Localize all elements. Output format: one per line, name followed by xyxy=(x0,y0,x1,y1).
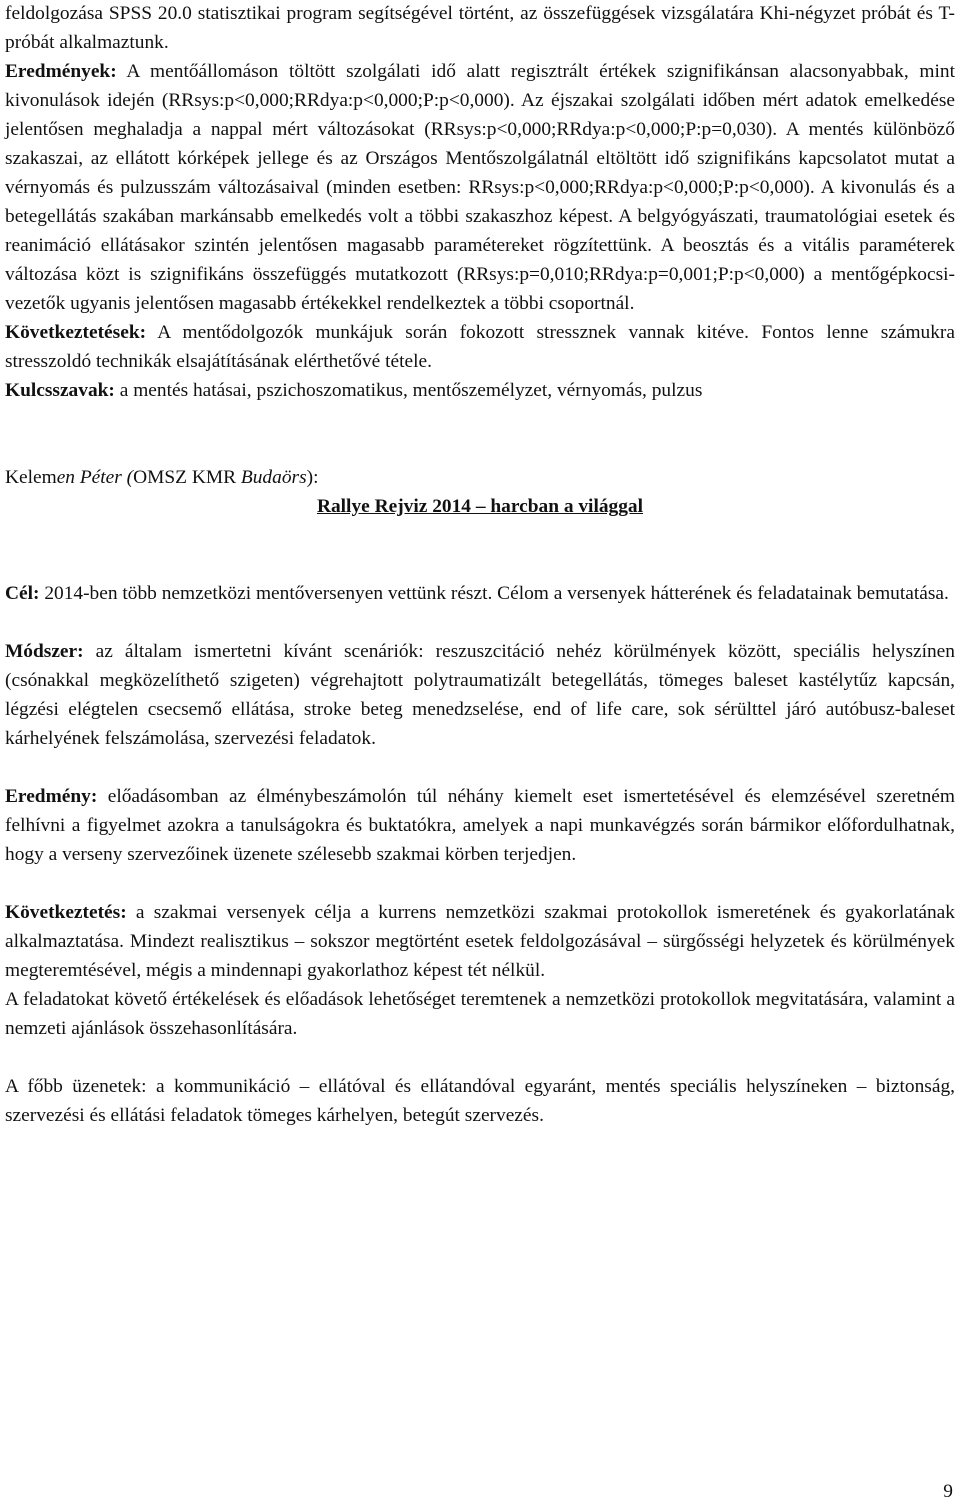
conclusions-text: A mentődolgozók munkájuk során fokozott stressznek vannak kitéve. Fontos lenne számukra stresszoldó technikák elsajátításának elérthetővé tétele. xyxy=(5,322,955,372)
method-text: az általam ismertetni kívánt scenáriók: reszuszcitáció nehéz körülmények között, speciális helyszínen (csónakkal megközelíthető szigeten) végrehajtott polytraumatizált betegellátás, tömeges baleset kastélytűz kapcsán, légzési elégtelen csecsemő ellátása, stroke beteg menedzselése, end of life care, sok sérülttel járó autóbusz-baleset kárhelyének felszámolása, szervezési feladatok. xyxy=(5,641,955,749)
author-suffix: ): xyxy=(306,467,319,488)
conclusion-label: Következtetés: xyxy=(5,902,127,923)
goal-text: 2014-ben több nemzetközi mentőversenyen vettünk részt. Célom a versenyek hátterének és feladatainak bemutatása. xyxy=(39,583,949,604)
result-paragraph xyxy=(5,782,955,869)
result-text: előadásomban az élménybeszámolón túl néhány kiemelt eset ismertetésével és elemzésével szeretném felhívni a figyelmet azokra a tanulságokra és buktatókra, amelyek a napi munkavégzés során bármikor előfordulhatnak, hogy a verseny szervezőinek üzenete szélesebb szakmai körben terjedjen. xyxy=(5,786,955,865)
goal-label: Cél: xyxy=(5,583,40,604)
author-org: OMSZ KMR xyxy=(133,467,241,488)
result-label: Eredmény: xyxy=(5,786,98,807)
talk-title: Rallye Rejviz 2014 – harcban a világgal xyxy=(316,496,644,517)
conclusion-text: a szakmai versenyek célja a kurrens nemzetközi szakmai protokollok ismeretének és gyakorlatának alkalmaztatása. Mindezt realisztikus – sokszor megtörtént esetek feldolgozásával – sürgősségi helyzetek és körülmények megteremtésével, mégis a mindennapi gyakorlathoz képest tét nélkül. xyxy=(5,902,955,981)
extra-paragraph: A feladatokat követő értékelések és előadások lehetőséget teremtenek a nemzetközi protokollok megvitatására, valamint a nemzeti ajánlások összehasonlítására. xyxy=(5,989,955,1039)
results-label: Eredmények: xyxy=(5,61,117,82)
keywords-text: a mentés hatásai, pszichoszomatikus, mentőszemélyzet, vérnyomás, pulzus xyxy=(114,380,703,401)
method-paragraph xyxy=(5,637,955,753)
method-label: Módszer: xyxy=(5,641,84,662)
page-number: 9 xyxy=(943,1481,953,1502)
goal-paragraph xyxy=(5,579,955,608)
results-text: A mentőállomáson töltött szolgálati idő alatt regisztrált értékek szignifikánsan alacsonyabbak, mint kivonulások idején (RRsys:p<0,000;RRdya:p<0,000;P:p<0,000). Az éjszakai szolgálati időben mért adatok emelkedése jelentősen meghaladja a nappal mért változásokat (RRsys:p<0,000;RRdya:p<0,000;P:p=0,030). A mentés különböző szakaszai, az ellátott kórképek jellege és az Országos Mentőszolgálatnál eltöltött idő szignifikáns kapcsolatot mutat a vérnyomás és pulzusszám változásaival (minden esetben: RRsys:p<0,000;RRdya:p<0,000;P:p<0,000). A kivonulás és a betegellátás szakában markánsabb emelkedés volt a többi szakaszhoz képest. A belgyógyászati, traumatológiai esetek és reanimáció ellátásakor szintén jelentősen magasabb paramétereket rögzítettünk. A beosztás és a vitális paraméterek változása közt is szignifikáns összefüggés mutatkozott (RRsys:p=0,010;RRdya:p=0,001;P:p<0,000) a mentőgépkocsi-vezetők ugyanis jelentősen magasabb értékekkel rendelkeztek a többi csoportnál. xyxy=(5,61,955,314)
author-line xyxy=(5,463,955,492)
conclusions-paragraph xyxy=(5,318,955,376)
keywords-paragraph xyxy=(5,376,955,405)
author-name-part1: Kelem xyxy=(5,467,57,488)
author-place: Budaörs xyxy=(240,467,307,488)
keywords-label: Kulcsszavak: xyxy=(5,380,115,401)
message-paragraph: A főbb üzenetek: a kommunikáció – ellátóval és ellátandóval egyaránt, mentés speciális helyszíneken – biztonság, szervezési és ellátási feladatok tömeges kárhelyen, betegút szervezés. xyxy=(5,1076,955,1126)
conclusion-paragraph xyxy=(5,898,955,985)
document-page xyxy=(5,0,955,1130)
results-paragraph xyxy=(5,57,955,318)
author-name-part2: en Péter ( xyxy=(56,467,134,488)
conclusions-label: Következtetések: xyxy=(5,322,147,343)
methods-continuation: feldolgozása SPSS 20.0 statisztikai program segítségével történt, az összefüggések vizsgálatára Khi-négyzet próbát és T-próbát alkalmaztunk. xyxy=(5,3,955,53)
